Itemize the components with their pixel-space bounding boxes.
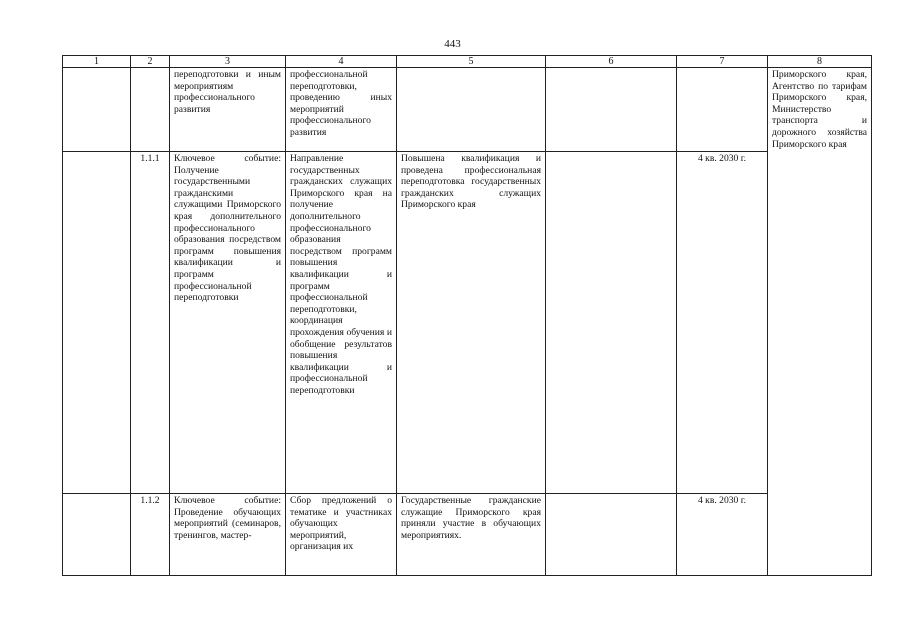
action-cell: Направление государственных гражданских служащих Приморского края на получение дополнительного профессионального образования посредством программ повышения квалификации и программ профессиональной переподготовки, координация прохождения обучения и обобщение результатов повышения квалификации и профессиональной переподготовки — [286, 152, 397, 494]
table-cell — [546, 494, 677, 576]
column-header: 5 — [397, 56, 546, 68]
table-cell — [546, 152, 677, 494]
row-number-cell: 1.1.1 — [131, 152, 170, 494]
table-cell — [546, 68, 677, 152]
column-header: 2 — [131, 56, 170, 68]
page-number: 443 — [444, 38, 461, 50]
action-cell: Сбор предложений о тематике и участниках обучающих мероприятий, организация их — [286, 494, 397, 576]
table-row — [63, 152, 872, 494]
event-cell: Ключевое событие: Проведение обучающих мероприятий (семинаров, тренингов, мастер- — [170, 494, 286, 576]
row-number-cell: 1.1.2 — [131, 494, 170, 576]
deadline-cell: 4 кв. 2030 г. — [677, 494, 768, 576]
table-cell — [63, 68, 131, 152]
column-header: 8 — [768, 56, 872, 68]
result-cell: Повышена квалификация и проведена профессиональная переподготовка государственных гражданских служащих Приморского края — [397, 152, 546, 494]
column-header: 1 — [63, 56, 131, 68]
table-row — [63, 68, 872, 152]
row-number-cell — [131, 68, 170, 152]
deadline-cell: 4 кв. 2030 г. — [677, 152, 768, 494]
table-header-row — [63, 56, 872, 68]
table-cell — [63, 494, 131, 576]
column-header: 7 — [677, 56, 768, 68]
table-row — [63, 494, 872, 576]
column-header: 6 — [546, 56, 677, 68]
column-header: 4 — [286, 56, 397, 68]
result-cell — [397, 68, 546, 152]
responsible-cell: Приморского края, Агентство по тарифам Приморского края, Министерство транспорта и дорожного хозяйства Приморского края — [768, 68, 872, 576]
column-header: 3 — [170, 56, 286, 68]
event-cell: переподготовки и иным мероприятиям профессионального развития — [170, 68, 286, 152]
document-table — [62, 55, 872, 576]
table-cell — [63, 152, 131, 494]
action-cell: профессиональной переподготовки, проведению иных мероприятий профессионального развития — [286, 68, 397, 152]
event-cell: Ключевое событие: Получение государственными гражданскими служащими Приморского края дополнительного профессионального образования посредством программ повышения квалификации и программ профессиональной переподготовки — [170, 152, 286, 494]
deadline-cell — [677, 68, 768, 152]
result-cell: Государственные гражданские служащие Приморского края приняли участие в обучающих мероприятиях. — [397, 494, 546, 576]
